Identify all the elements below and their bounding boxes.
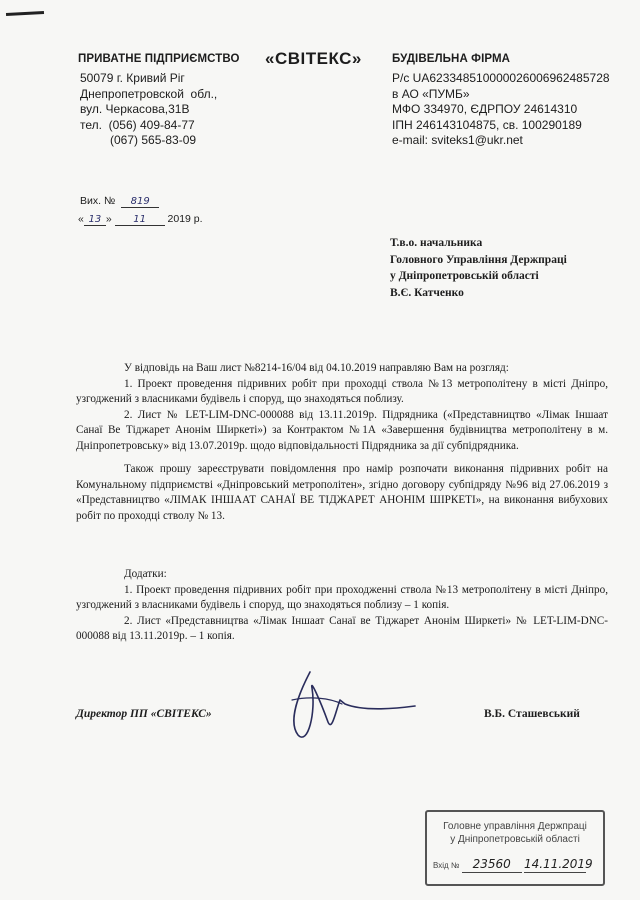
handwritten-signature [270, 660, 420, 745]
company-address-block [80, 71, 217, 149]
email-line: e-mail: sviteks1@ukr.net [392, 133, 523, 147]
date-month: 11 [133, 214, 146, 225]
stamp-line: у Дніпропетровській області [450, 834, 580, 845]
body-paragraph: У відповідь на Ваш лист №8214-16/04 від 04.10.2019 направляю Вам на розгляд: [124, 362, 509, 374]
addressee-line: В.Є. Катченко [390, 286, 464, 299]
ipn-line: ІПН 246143104875, св. 100290189 [392, 117, 582, 132]
company-brand: «СВІТЕКС» [265, 49, 362, 68]
stamp-reg-label: Вхід № [433, 861, 460, 870]
phone-line: (067) 565-83-09 [80, 133, 197, 147]
body-paragraph: 1. Проект проведення підривних робіт при проходці ствола №13 метрополітену в місті Дніпро, узгоджений з власниками будівель і споруд, що знаходяться поблизу. [76, 377, 608, 405]
attachment-item: 2. Лист «Представництва «Лімак Іншаат Санаї ве Тіджарет Анонім Ширкеті» № LET-LIM-DNC-000088 від 13.11.2019р. – 1 копія. [76, 614, 608, 642]
attachments-title: Додатки: [124, 568, 167, 580]
stamp-reg-date: 14.11.2019 [523, 857, 593, 871]
attachment-item: 1. Проект проведення підривних робіт при проходженні ствола №13 метрополітену в місті Дніпро, узгоджений з власниками будівель і споруд, що знаходяться поблизу – 1 копія. [76, 583, 608, 611]
attachments-block [76, 567, 608, 645]
date-day: 13 [88, 214, 102, 225]
bank-name-line: в АО «ПУМБ» [392, 86, 470, 101]
stamp-registration-row [433, 858, 597, 873]
outgoing-number-row [80, 195, 159, 208]
letter-body [76, 361, 608, 524]
stamp-reg-number: 23560 [472, 857, 511, 871]
date-year: 2019 р. [167, 213, 203, 225]
corner-mark [6, 11, 44, 16]
address-line: Днепропетровской обл., [80, 86, 218, 101]
firm-type-title: БУДІВЕЛЬНА ФІРМА [392, 53, 511, 65]
addressee-line: Головного Управління Держпраці [390, 253, 567, 266]
body-paragraph: Також прошу зареєструвати повідомлення про намір розпочати виконання підривних робіт на Комунальному підприємстві «Дніпровський метрополітен», згідно договору субпідряду №96 від 27.06.2019 з «Представництво «ЛІМАК ІНШААТ САНАЇ ВЕ ТІДЖАРЕТ АНОНІМ ШІРКЕТІ», на виконання вибухових робіт по проходці стволу № 13. [76, 463, 608, 522]
bank-account-line: Р/с UA623348510000026006962485728 [392, 71, 610, 85]
address-line: 50079 г. Кривий Ріг [80, 71, 185, 85]
outgoing-number-label: Вих. № [80, 195, 116, 207]
stamp-line: Головне управління Держпраці [443, 821, 587, 832]
address-line: вул. Черкасова,31В [80, 102, 190, 116]
addressee-block [390, 235, 567, 301]
mfo-edrpou-line: МФО 334970, ЄДРПОУ 24614310 [392, 102, 578, 116]
addressee-line: Т.в.о. начальника [390, 237, 483, 249]
signatory-name: В.Б. Сташевський [484, 708, 580, 720]
phone-line: тел. (056) 409-84-77 [80, 117, 195, 132]
outgoing-date-row: « 13 » 11 2019 р. [78, 213, 203, 225]
company-type-title: ПРИВАТНЕ ПІДПРИЄМСТВО [78, 53, 240, 65]
signatory-position: Директор ПП «СВІТЕКС» [76, 708, 212, 720]
bank-details-block [392, 71, 610, 149]
addressee-line: у Дніпропетровській області [390, 270, 539, 282]
outgoing-number: 819 [130, 196, 150, 207]
registration-stamp [425, 810, 605, 886]
body-paragraph: 2. Лист № LET-LIM-DNC-000088 від 13.11.2019р. Підрядника («Представництво «Лімак Іншаат Санаї Ве Тіджарет Анонім Ширкеті») за Контрактом №1А «Завершення будівництва метрополітену в м. Дніпропетровську» від 13.07.2019р. щодо відповідальності Підрядника за дії субпідрядника. [76, 408, 608, 452]
